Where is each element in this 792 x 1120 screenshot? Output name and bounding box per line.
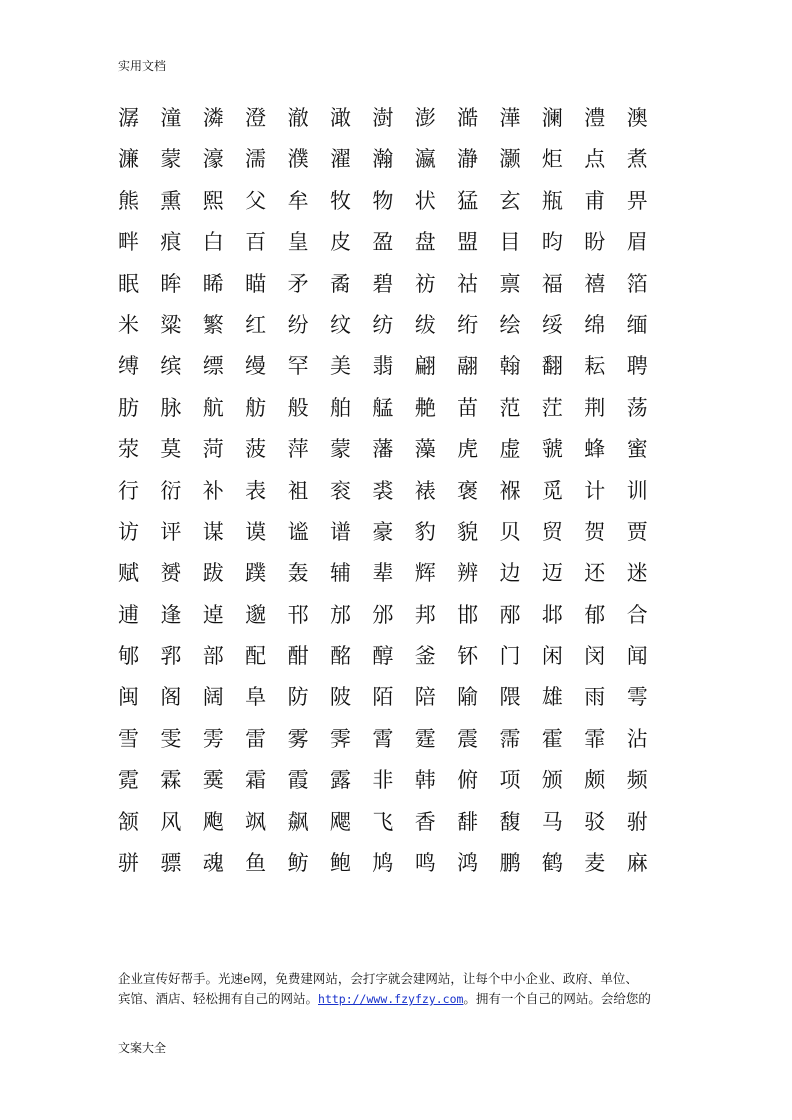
character-cell: 雪 [118,726,139,751]
character-cell: 貌 [457,519,479,544]
character-cell: 雷 [245,726,267,751]
character-cell: 罕 [287,354,309,379]
character-cell: 豹 [414,519,436,544]
character-cell: 防 [287,685,309,710]
character-cell: 风 [160,809,182,834]
character-cell: 闲 [541,644,563,669]
character-cell: 骈 [118,851,139,876]
character-cell: 翮 [457,354,479,379]
character-cell: 眠 [118,271,139,296]
character-cell: 闵 [584,644,606,669]
character-cell: 白 [202,230,224,255]
character-cell: 霈 [499,726,521,751]
character-cell: 畀 [626,188,648,213]
character-cell: 蹼 [245,561,267,586]
character-cell: 绵 [584,312,606,337]
character-cell: 雄 [541,685,563,710]
character-cell: 缅 [626,312,648,337]
character-cell: 评 [160,519,182,544]
character-cell: 澕 [499,106,521,130]
character-cell: 牟 [287,188,309,213]
character-cell: 翻 [541,354,563,379]
character-cell: 阁 [160,685,182,710]
character-cell: 澜 [541,106,563,130]
character-cell: 禧 [584,271,606,296]
character-cell: 贺 [584,519,606,544]
character-cell: 陂 [329,685,351,710]
character-cell: 澔 [457,106,479,130]
character-cell: 澍 [372,106,394,130]
character-cell: 飔 [329,809,351,834]
character-cell: 矛 [287,271,309,296]
character-cell: 翰 [499,354,521,379]
character-cell: 澈 [287,106,309,130]
character-cell: 骠 [160,851,182,876]
character-cell: 炬 [541,147,563,172]
character-cell: 航 [202,395,224,420]
character-cell: 馥 [499,809,521,834]
character-cell: 逢 [160,602,182,627]
character-cell: 绘 [499,312,521,337]
character-cell: 纷 [287,312,309,337]
character-cell: 盟 [457,230,479,255]
character-cell: 禀 [499,271,521,296]
character-cell: 澎 [414,106,436,130]
character-cell: 般 [287,395,309,420]
character-cell: 肪 [118,395,139,420]
character-cell: 甫 [584,188,606,213]
character-cell: 豪 [372,519,394,544]
character-cell: 衍 [160,478,182,503]
character-cell: 目 [499,230,521,255]
page-footer: 文案大全 [118,1041,167,1055]
character-cell: 逋 [118,602,139,627]
character-cell: 邗 [287,602,309,627]
character-cell: 鹏 [499,851,521,876]
character-cell: 皮 [329,230,351,255]
character-cell: 飒 [245,809,267,834]
character-cell: 郇 [118,644,139,669]
character-cell: 鹤 [541,851,563,876]
character-cell: 菏 [202,437,224,462]
character-cell: 配 [245,644,267,669]
promo-paragraph [118,969,688,1009]
character-cell: 繁 [202,312,224,337]
character-cell: 补 [202,478,224,503]
character-cell: 访 [118,519,139,544]
character-cell: 耘 [584,354,606,379]
character-cell: 衮 [329,478,351,503]
character-cell: 瀚 [372,147,394,172]
character-cell: 雨 [584,685,606,710]
character-cell: 蜜 [626,437,648,462]
character-cell: 睎 [202,271,224,296]
character-cell: 蒙 [329,437,351,462]
character-cell: 濠 [202,147,224,172]
character-cell: 祊 [414,271,436,296]
character-cell: 荡 [626,395,648,420]
character-cell: 潾 [202,106,224,130]
character-cell: 闽 [118,685,139,710]
character-cell: 边 [499,561,521,586]
character-cell: 裘 [372,478,394,503]
character-cell: 袓 [287,478,309,503]
character-cell: 邈 [245,602,267,627]
character-cell: 箔 [626,271,648,296]
character-cell: 闻 [626,644,648,669]
character-cell: 鲍 [329,851,351,876]
character-cell: 陌 [372,685,394,710]
character-cell: 颁 [541,768,563,793]
character-cell: 褒 [457,478,479,503]
character-cell: 盼 [584,230,606,255]
character-cell: 菠 [245,437,267,462]
character-cell: 物 [372,188,394,213]
character-cell: 隃 [457,685,479,710]
promo-text-after-link: 。拥有一个自己的网站。会给您的 [463,991,651,1006]
character-cell: 聘 [626,354,648,379]
character-cell: 濡 [245,147,267,172]
character-cell: 藻 [414,437,436,462]
character-cell: 虚 [499,437,521,462]
character-cell: 碧 [372,271,394,296]
character-cell: 虢 [541,437,563,462]
character-cell: 霞 [287,768,309,793]
character-cell: 澉 [329,106,351,130]
character-cell: 霍 [541,726,563,751]
character-cell: 昀 [541,230,563,255]
character-cell: 俯 [457,768,479,793]
character-cell: 雾 [287,726,309,751]
character-cell: 鸣 [414,851,436,876]
character-cell: 韩 [414,768,436,793]
character-cell: 震 [457,726,479,751]
character-cell: 萍 [287,437,309,462]
character-cell: 粱 [160,312,182,337]
character-cell: 眉 [626,230,648,255]
character-cell: 玄 [499,188,521,213]
character-cell: 绥 [541,312,563,337]
character-cell: 濂 [118,147,139,172]
character-cell: 纺 [372,312,394,337]
character-cell: 缥 [202,354,224,379]
character-cell: 状 [414,188,436,213]
character-cell: 畔 [118,230,139,255]
character-cell: 红 [245,312,267,337]
character-cell: 父 [245,188,267,213]
character-cell: 蒙 [160,147,182,172]
character-cell: 贾 [626,519,648,544]
character-cell: 部 [202,644,224,669]
character-cell: 钚 [457,644,479,669]
character-cell: 邦 [414,602,436,627]
character-cell: 舫 [245,395,267,420]
character-cell: 辉 [414,561,436,586]
character-cell: 霙 [202,768,224,793]
character-cell: 辨 [457,561,479,586]
character-cell: 釜 [414,644,436,669]
character-cell: 计 [584,478,606,503]
character-cell: 雱 [202,726,224,751]
character-cell: 马 [541,809,563,834]
character-cell: 缦 [245,354,267,379]
character-cell: 赋 [118,561,139,586]
character-cell: 飞 [372,809,394,834]
promo-line-2 [118,989,688,1009]
character-cell: 霁 [329,726,351,751]
character-cell: 行 [118,478,139,503]
character-cell: 范 [499,395,521,420]
character-cell: 瀞 [457,147,479,172]
character-cell: 澧 [584,106,606,130]
character-cell: 莫 [160,437,182,462]
character-cell: 潺 [118,106,139,130]
character-cell: 潼 [160,106,182,130]
character-cell: 驸 [626,809,648,834]
character-cell: 猛 [457,188,479,213]
character-cell: 频 [626,768,648,793]
character-cell: 痕 [160,230,182,255]
character-cell: 祜 [457,271,479,296]
character-cell: 辅 [329,561,351,586]
character-cell: 艋 [372,395,394,420]
character-cell: 虎 [457,437,479,462]
character-cell: 纹 [329,312,351,337]
character-cell: 贸 [541,519,563,544]
character-cell: 项 [499,768,521,793]
character-cell: 盘 [414,230,436,255]
character-cell: 馡 [457,809,479,834]
character-cell: 邯 [457,602,479,627]
character-grid [118,98,669,884]
character-cell: 阔 [202,685,224,710]
character-cell: 非 [372,768,394,793]
character-cell: 皇 [287,230,309,255]
character-cell: 霖 [160,768,182,793]
character-cell: 米 [118,312,139,337]
character-cell: 霄 [372,726,394,751]
character-cell: 舶 [329,395,351,420]
character-cell: 福 [541,271,563,296]
character-cell: 荥 [118,437,139,462]
character-cell: 还 [584,561,606,586]
character-cell: 邴 [499,602,521,627]
character-cell: 灏 [499,147,521,172]
character-cell: 颇 [584,768,606,793]
character-cell: 鸠 [372,851,394,876]
character-cell: 绂 [414,312,436,337]
character-cell: 熊 [118,188,139,213]
character-cell: 点 [584,147,606,172]
character-cell: 逴 [202,602,224,627]
character-cell: 百 [245,230,267,255]
character-cell: 谋 [202,519,224,544]
character-cell: 瞄 [245,271,267,296]
promo-line-1: 企业宣传好帮手。光速e网，免费建网站，会打字就会建网站，让每个中小企业、政府、单位、 [118,971,638,986]
character-cell: 藩 [372,437,394,462]
character-cell: 眸 [160,271,182,296]
character-cell: 魂 [202,851,224,876]
character-cell: 缤 [160,354,182,379]
character-cell: 露 [329,768,351,793]
character-cell: 鲂 [287,851,309,876]
character-cell: 邡 [329,602,351,627]
character-cell: 醇 [372,644,394,669]
character-cell: 觅 [541,478,563,503]
character-cell: 谧 [287,519,309,544]
character-cell: 艴 [414,395,436,420]
character-cell: 鱼 [245,851,267,876]
character-cell: 缚 [118,354,139,379]
character-cell: 荆 [584,395,606,420]
character-cell: 表 [245,478,267,503]
character-cell: 霆 [414,726,436,751]
character-cell: 茳 [541,395,563,420]
character-cell: 阜 [245,685,267,710]
character-cell: 轰 [287,561,309,586]
character-cell: 雯 [160,726,182,751]
character-cell: 裱 [414,478,436,503]
character-cell: 雩 [626,685,648,710]
character-cell: 蜂 [584,437,606,462]
character-cell: 香 [414,809,436,834]
character-cell: 褓 [499,478,521,503]
character-cell: 霓 [118,768,139,793]
character-cell: 训 [626,478,648,503]
character-cell: 濯 [329,147,351,172]
character-cell: 瀛 [414,147,436,172]
character-cell: 颔 [118,809,139,834]
character-cell: 霏 [584,726,606,751]
page-header: 实用文档 [118,59,167,73]
character-cell: 驳 [584,809,606,834]
character-cell: 霜 [245,768,267,793]
character-cell: 苗 [457,395,479,420]
character-cell: 陪 [414,685,436,710]
character-cell: 澄 [245,106,267,130]
character-cell: 绗 [457,312,479,337]
promo-text-before-link: 宾馆、酒店、轻松拥有自己的网站。 [118,991,319,1006]
character-cell: 赟 [160,561,182,586]
character-cell: 谱 [329,519,351,544]
character-cell: 郁 [584,602,606,627]
character-cell: 澳 [626,106,648,130]
character-cell: 郛 [160,644,182,669]
character-cell: 迷 [626,561,648,586]
character-cell: 酣 [287,644,309,669]
character-cell: 美 [329,354,351,379]
character-cell: 盈 [372,230,394,255]
character-cell: 沾 [626,726,648,751]
character-cell: 麦 [584,851,606,876]
character-cell: 煮 [626,147,648,172]
character-cell: 飙 [287,809,309,834]
character-cell: 牧 [329,188,351,213]
character-cell: 合 [626,602,648,627]
character-cell: 贝 [499,519,521,544]
character-cell: 辈 [372,561,394,586]
character-cell: 熙 [202,188,224,213]
character-cell: 酩 [329,644,351,669]
website-link[interactable]: http://www.fzyfzy.com [318,992,464,1006]
character-cell: 脉 [160,395,182,420]
character-cell: 矞 [329,271,351,296]
character-cell: 飑 [202,809,224,834]
character-cell: 门 [499,644,521,669]
character-cell: 隈 [499,685,521,710]
character-cell: 熏 [160,188,182,213]
character-cell: 濮 [287,147,309,172]
character-cell: 邠 [372,602,394,627]
character-cell: 麻 [626,851,648,876]
character-cell: 翡 [372,354,394,379]
character-cell: 鸿 [457,851,479,876]
character-cell: 邶 [541,602,563,627]
character-cell: 翩 [414,354,436,379]
character-cell: 迈 [541,561,563,586]
character-cell: 瓶 [541,188,563,213]
character-cell: 谟 [245,519,267,544]
character-cell: 跋 [202,561,224,586]
